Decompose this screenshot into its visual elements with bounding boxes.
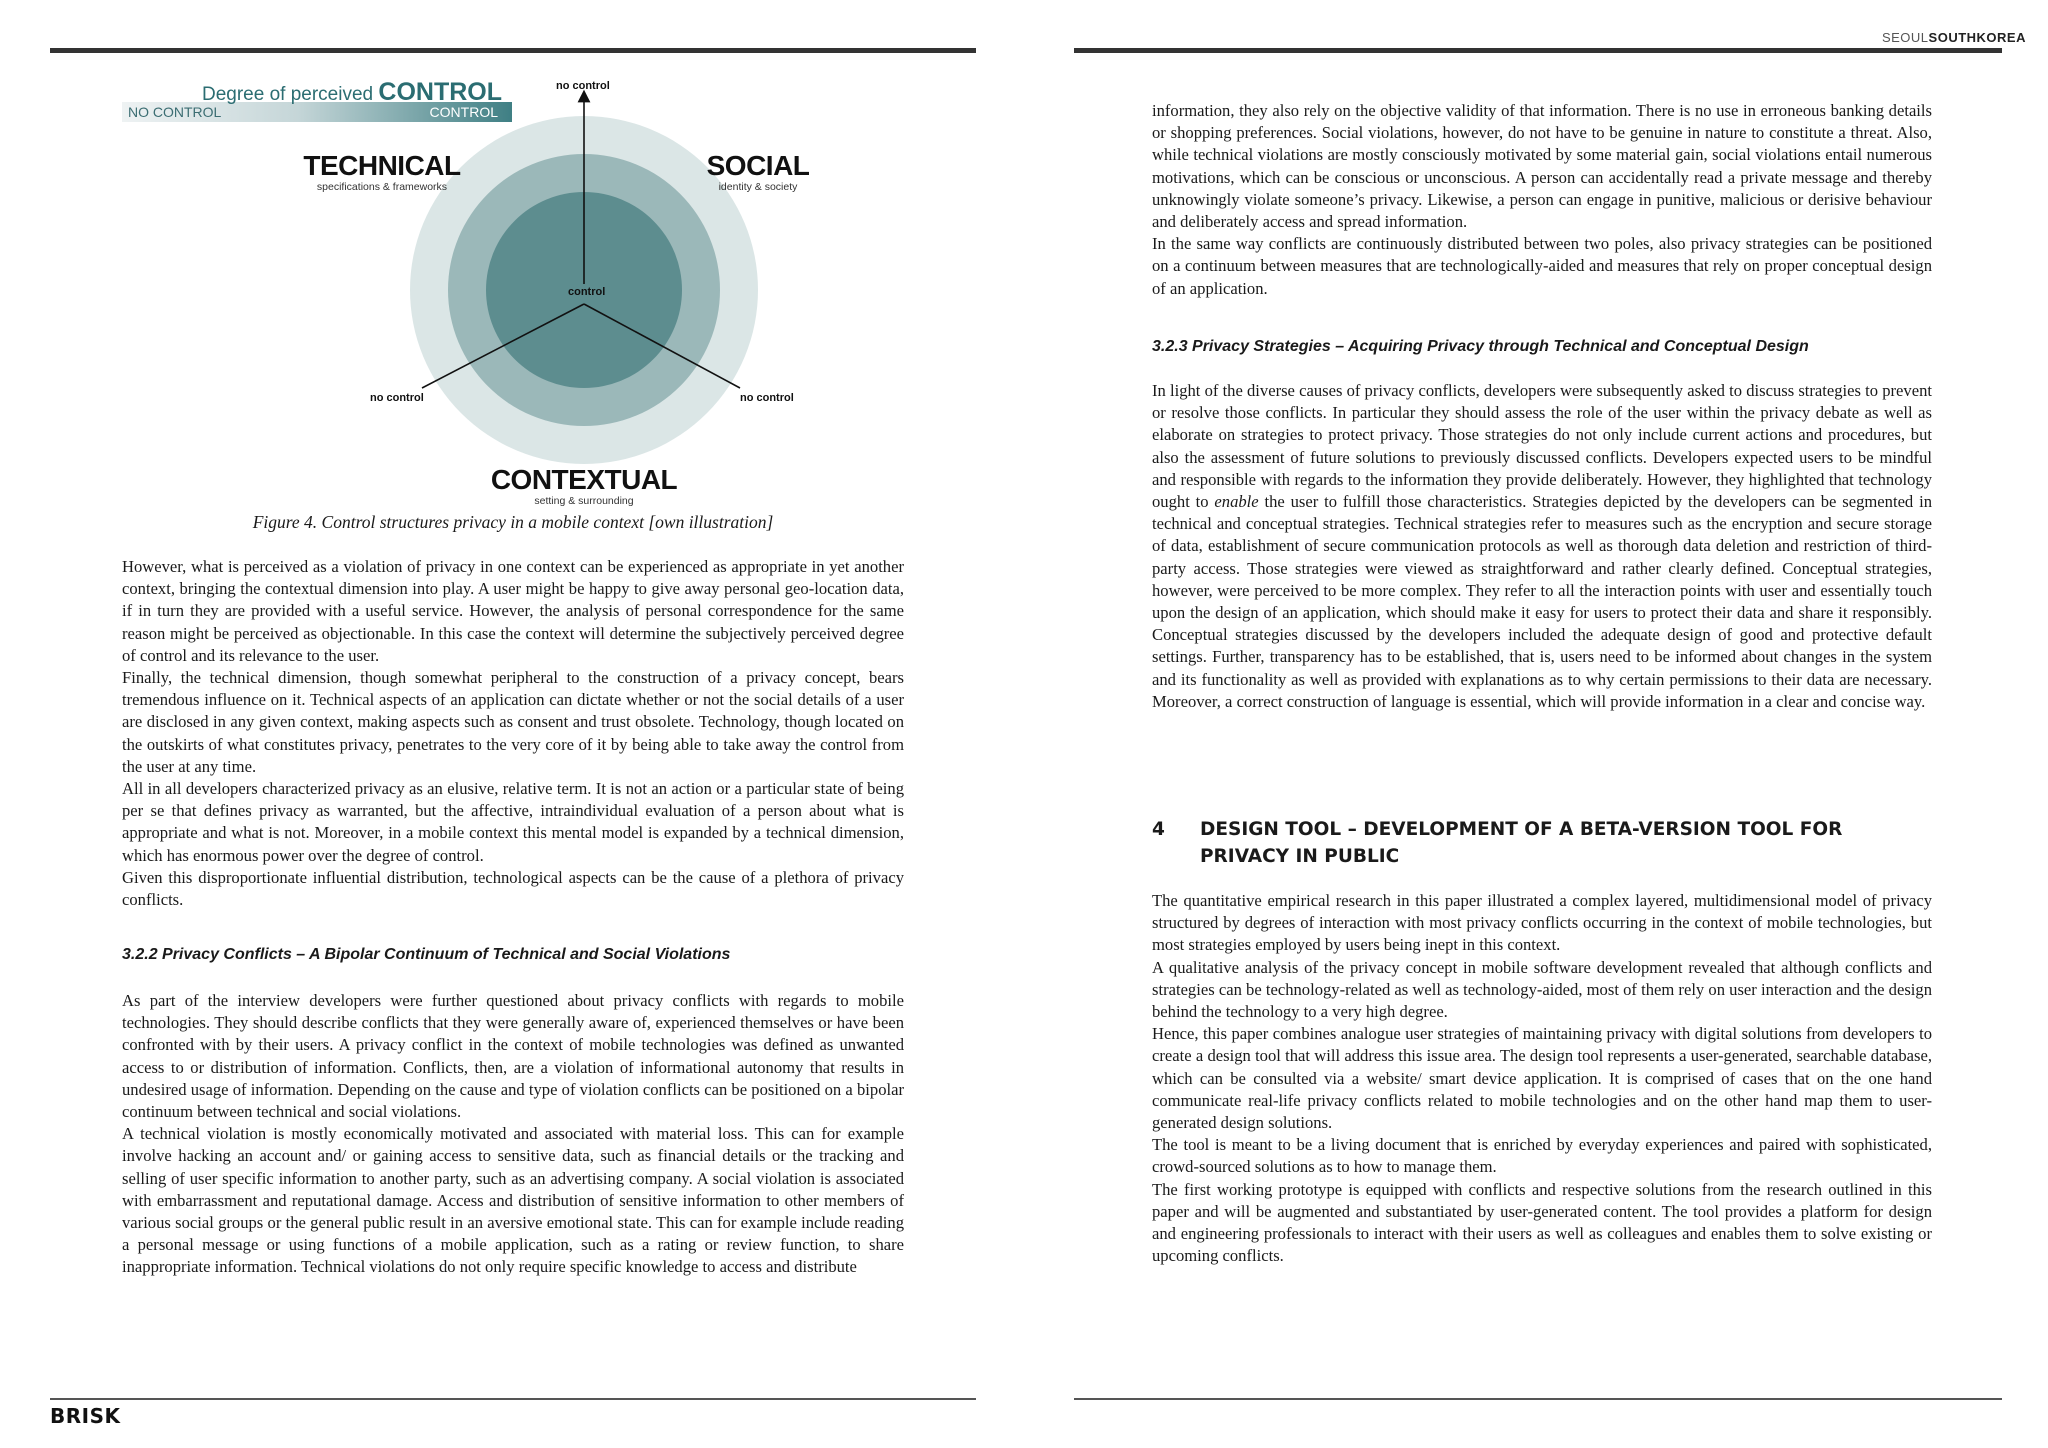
subhead-3-2-3: 3.2.3 Privacy Strategies – Acquiring Privacy through Technical and Conceptual Design (1152, 338, 1809, 355)
paragraph: As part of the interview developers were further questioned about privacy conflicts with regards to mobile technologies. They should describe conflicts that they were generally aware of, experienced themselves or have been confronted with by their users. A privacy conflict in the context of mobile technologies was defined as unwanted access to or distribution of information. Conflicts, then, are a violation of informational autonomy that results in undesired usage of information. Depending on the cause and type of violation conflicts can be positioned on a bipolar continuum between technical and social violations. (122, 991, 904, 1122)
section-number: 4 (1152, 819, 1165, 840)
legend-low-label: NO CONTROL (128, 104, 222, 120)
top-rule-right (1074, 48, 2002, 53)
contextual-subtitle: setting & surrounding (534, 495, 634, 507)
bottom-rule-left (50, 1398, 976, 1400)
paragraph: In the same way conflicts are continuously distributed between two poles, also privacy strategies can be positioned on a continuum between measures that are technologically-aided and measures that rely on proper conceptual design of an application. (1152, 234, 1932, 298)
paragraph: Given this disproportionate influential distribution, technological aspects can be the cause of a plethora of privacy conflicts. (122, 867, 904, 910)
paragraph: information, they also rely on the objective validity of that information. There is no use in erroneous banking details or shopping preferences. Social violations, however, do not have to be genuine in nature to constitute a threat. Also, while technical violations are mostly consciously motivated by some material gain, social violations entail numerous motivations, which can be conscious or unconscious. A person can accidentally read a private message and thereby unknowingly violate someone’s privacy. Likewise, a person can engage in punitive, malicious or derisive behaviour and deliberately access and spread information. (1152, 101, 1932, 232)
paragraph: A qualitative analysis of the privacy concept in mobile software development revealed that although conflicts and strategies can be technology-related as well as technology-aided, most of them rely on user interaction and the design behind the technology to a very high degree. (1152, 957, 1932, 1022)
paragraph: Hence, this paper combines analogue user strategies of maintaining privacy with digital solutions from developers to create a design tool that will address this issue area. The design tool represents a user-generated, searchable database, which can be consulted via a website/ smart device application. It is comprised of cases that on the one hand communicate real-life privacy conflicts related to mobile technologies and on the other hand map them to user-generated design solutions. (1152, 1024, 1932, 1133)
paragraph: The first working prototype is equipped with conflicts and respective solutions from the research outlined in this paper and will be augmented and substantiated by user-generated content. The tool provides a platform for design and engineering professionals to interact with their users as well as colleagues and enables them to solve existing or upcoming conflicts. (1152, 1179, 1932, 1266)
left-body-part-b (122, 990, 904, 1279)
social-subtitle: identity & society (718, 181, 798, 193)
running-head: SEOULSOUTHKOREA (1881, 30, 2026, 45)
right-body-part-a (1152, 100, 1932, 300)
label-control-center: control (568, 286, 606, 298)
section-4-heading (1152, 816, 1932, 870)
brisk-logo: BRISK (50, 1404, 121, 1428)
paragraph: Finally, the technical dimension, though somewhat peripheral to the construction of a privacy concept, bears tremendous influence on it. Technical aspects of an application can dictate whether or not the social details of a user are disclosed in any given context, making aspects such as consent and trust obsolete. Technology, though located on the outskirts of what constitutes privacy, penetrates to the very core of it by being able to take away the control from the user at any time. (122, 668, 904, 776)
concentric-circles-diagram (122, 68, 842, 508)
paragraph: The quantitative empirical research in this paper illustrated a complex layered, multidimensional model of privacy structured by degrees of interaction with most privacy conflicts occurring in the context of mobile technologies, but most strategies employed by users being inept in this context. (1152, 891, 1932, 955)
figure-caption: Figure 4. Control structures privacy in a mobile context [own illustration] (252, 512, 774, 532)
section-title: DESIGN TOOL – DEVELOPMENT OF A BETA-VERSION TOOL FOR PRIVACY IN PUBLIC (1200, 819, 1843, 867)
legend-title: Degree of perceived CONTROL (202, 78, 502, 106)
subhead-3-2-2: 3.2.2 Privacy Conflicts – A Bipolar Continuum of Technical and Social Violations (122, 946, 731, 963)
paragraph: However, what is perceived as a violation of privacy in one context can be experienced as appropriate in yet another context, bringing the contextual dimension into play. A user might be happy to give away personal geo-location data, if in turn they are provided with a useful service. However, the analysis of personal correspondence for the same reason might be perceived as objectionable. In this case the context will determine the subjectively perceived degree of control and its relevance to the user. (122, 557, 904, 665)
label-no-control-right: no control (740, 392, 794, 404)
left-page (0, 0, 1000, 1448)
contextual-label (474, 466, 694, 507)
strategy-paragraph: In light of the diverse causes of privacy conflicts, developers were subsequently asked to discuss strategies to prevent or resolve those conflicts. In particular they should assess the role of the user within the privacy debate as well as elaborate on strategies to protect privacy. Those strategies do not only include current actions and procedures, but also the assessment of future solutions to previously discussed conflicts. Developers expected users to be mindful and responsible with regards to the information they provide deliberately. However, they highlighted that technology ought to enable the user to fulfill those characteristics. Strategies depicted by the developers can be segmented in technical and conceptual strategies. Technical strategies refer to measures such as the encryption and secure storage of data, establishment of secure communication protocols as well as thorough data deletion and restriction of third-party access. Those strategies were viewed as straightforward and rather clearly defined. Conceptual strategies, however, were perceived to be more complex. They refer to all the interaction points with user and essentially touch upon the design of an application, which should make it easy for users to protect their data and share it responsibly. Conceptual strategies discussed by the developers included the adequate design of good and protective default settings. Further, transparency has to be established, that is, users need to be informed about changes in the system and its functionality as well as provided with explanations as to why certain permissions to their data are necessary. Moreover, a correct construction of language is essential, which will provide information in a clear and concise way. (1152, 381, 1932, 711)
right-body-part-b (1152, 890, 1932, 1267)
contextual-title: CONTEXTUAL (490, 464, 678, 495)
paragraph: The tool is meant to be a living document that is enriched by everyday experiences and paired with sophisticated, crowd-sourced solutions as to how to manage them. (1152, 1135, 1932, 1177)
technical-title: TECHNICAL (303, 150, 461, 181)
control-structures-figure (122, 68, 842, 508)
left-body-part-a (122, 556, 904, 911)
social-label (688, 152, 828, 193)
technical-label (282, 152, 482, 193)
social-title: SOCIAL (706, 150, 810, 181)
paragraph: A technical violation is mostly economically motivated and associated with material loss. This can for example involve hacking an account and/ or gaining access to sensitive data, such as financial details or the tracking and selling of user specific information to another party, such as an advertising company. A social violation is associated with embarrassment and reputational damage. Access and distribution of sensitive information to other members of various social groups or the general public result in an aversive emotional state. This can for example include reading a personal message or using functions of a mobile application, such as a rating or review function, to share inappropriate information. Technical violations do not only require specific knowledge to access and distribute (122, 1124, 904, 1277)
legend-high-label: CONTROL (429, 104, 498, 120)
top-rule-left (50, 48, 976, 53)
label-no-control-left: no control (370, 392, 424, 404)
label-no-control-top: no control (556, 80, 610, 92)
paragraph: All in all developers characterized privacy as an elusive, relative term. It is not an action or a particular state of being per se that defines privacy as warranted, but the affective, intraindividual evaluation of a person about what is appropriate and what is not. Moreover, in a mobile context this mental model is expanded by a technical dimension, which has enormous power over the degree of control. (122, 779, 904, 865)
bottom-rule-right (1074, 1398, 2002, 1400)
right-strategy-paragraph (1152, 380, 1932, 713)
technical-subtitle: specifications & frameworks (316, 181, 448, 193)
